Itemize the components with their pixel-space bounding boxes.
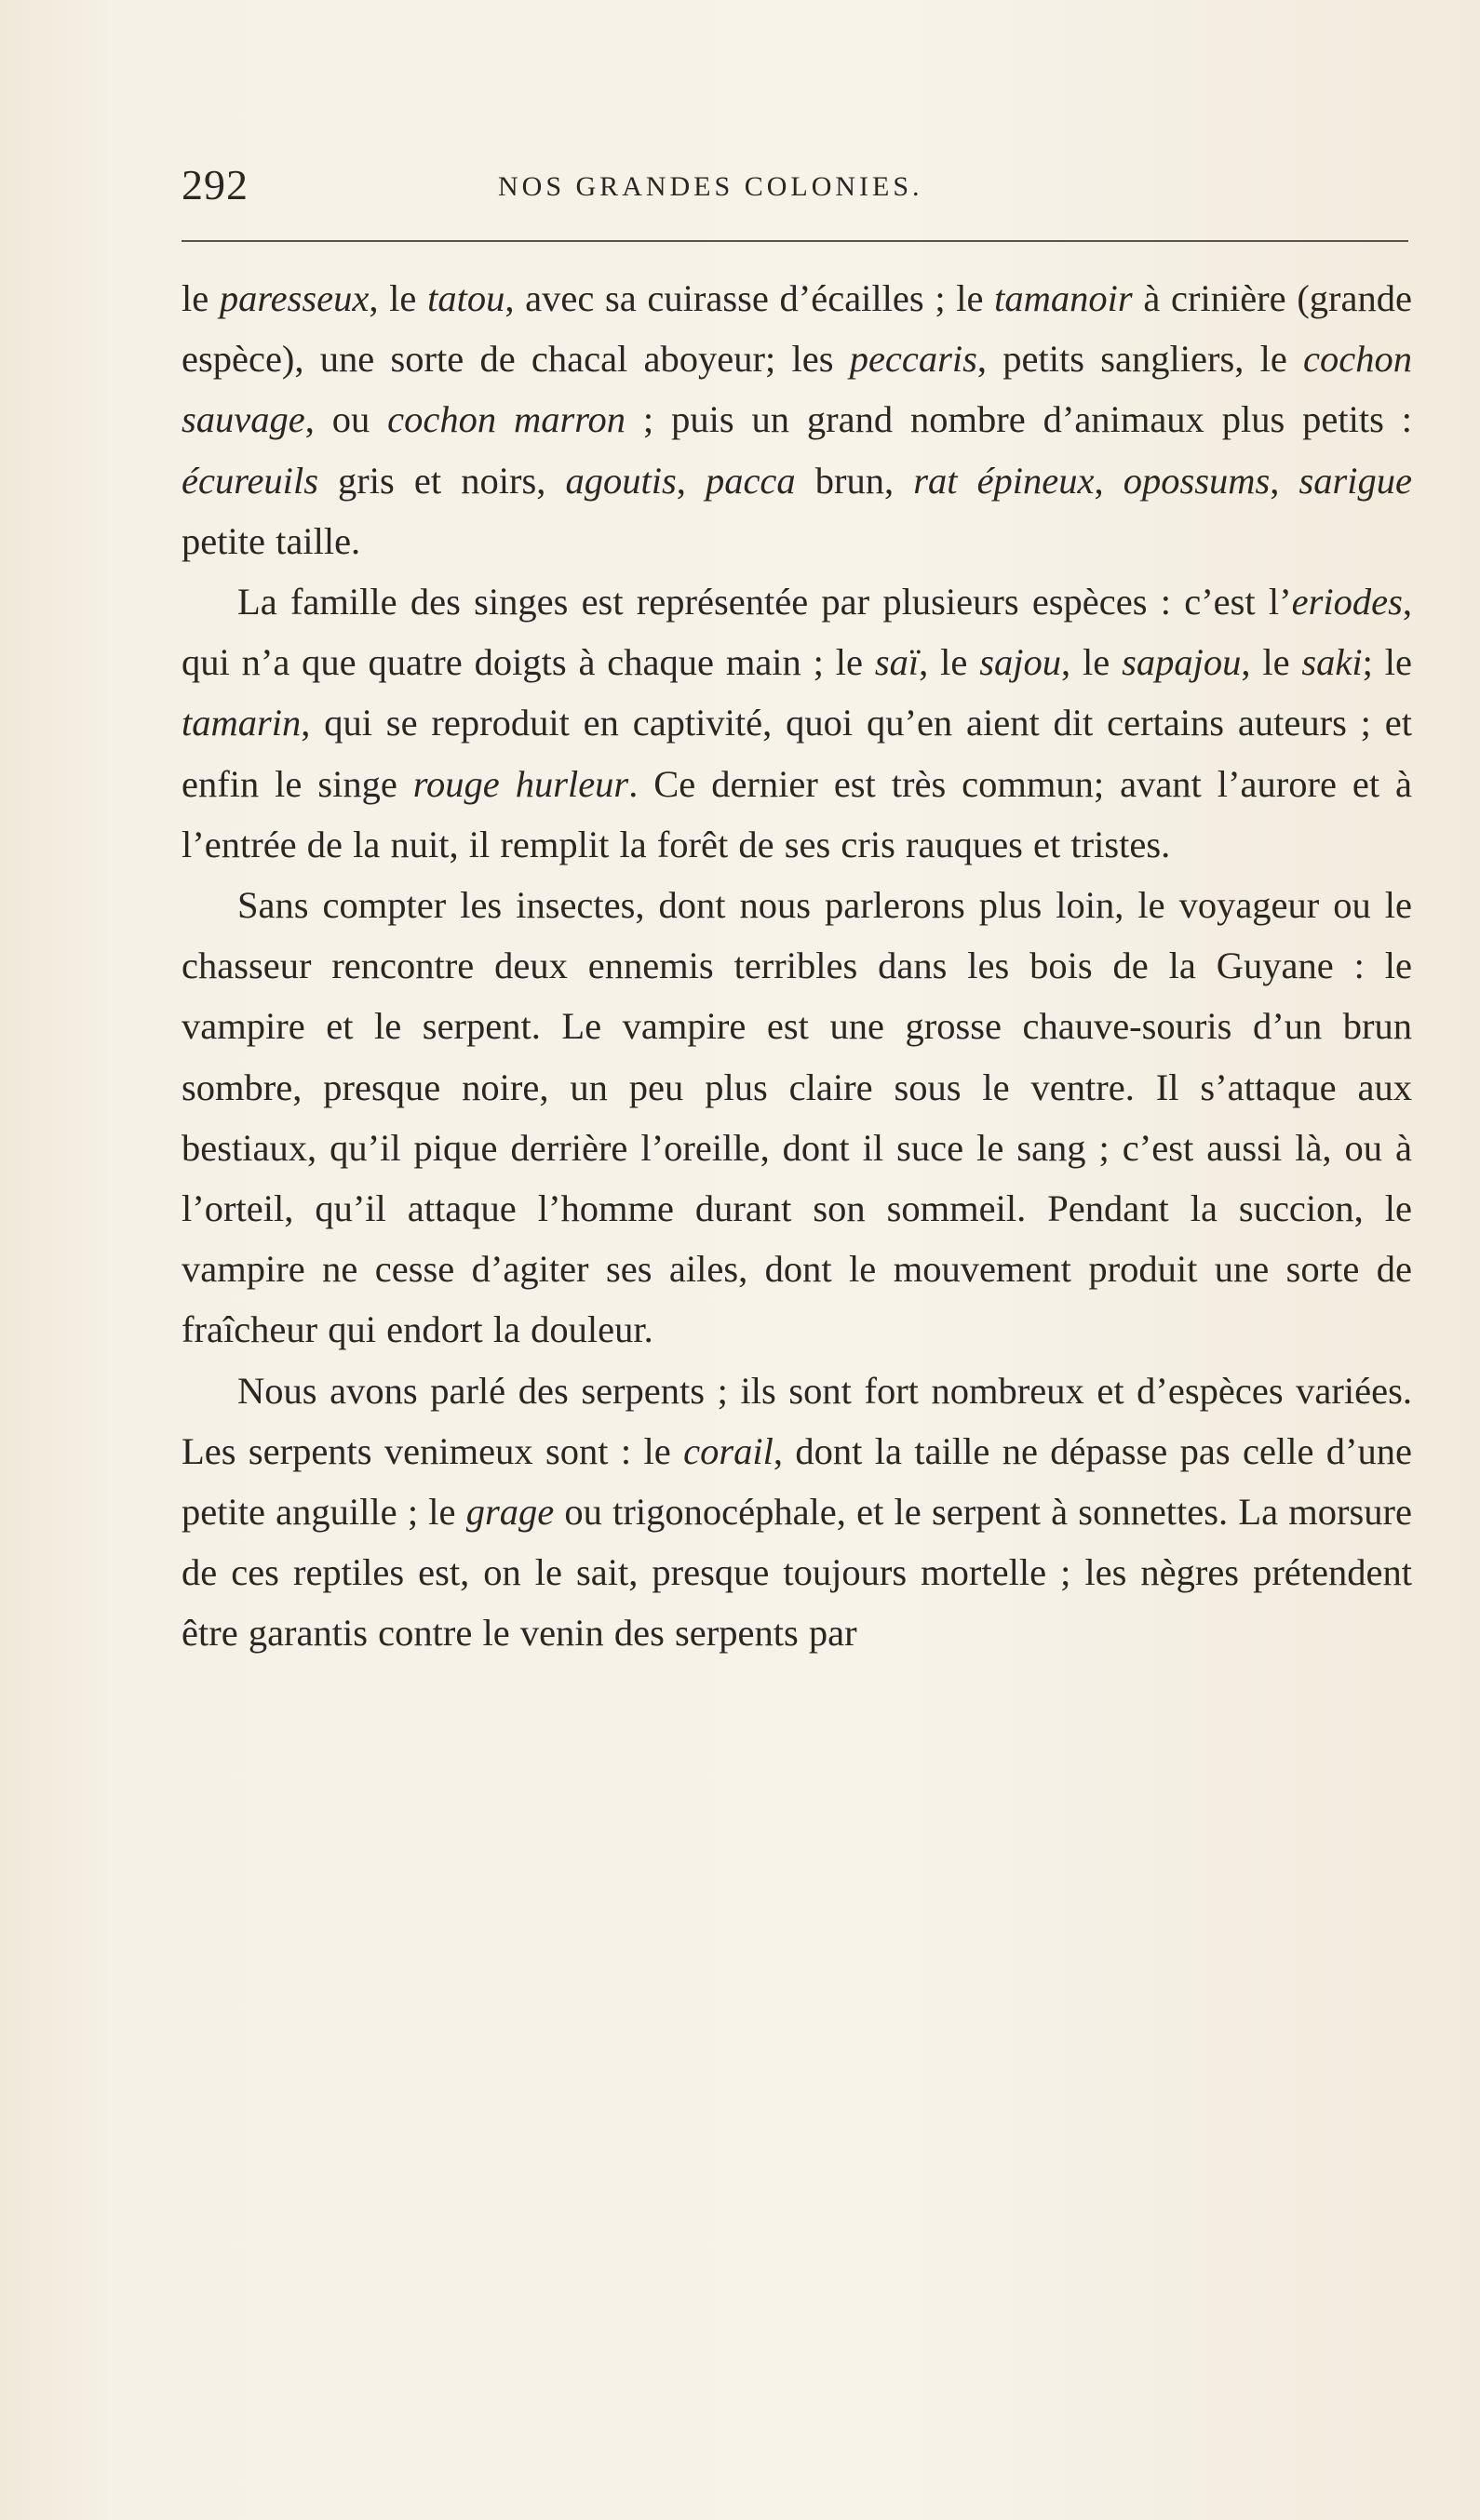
text-run: , qui n’a que quatre doigts à chaque main ; le <box>182 581 1412 684</box>
text-run: , qui se reproduit en captivité, quoi qu’en aient dit certains auteurs ; et enfin le singe <box>182 702 1412 805</box>
text-run: le <box>182 277 220 319</box>
text-run: , le <box>919 641 980 684</box>
italic-term: rat épineux <box>913 459 1095 502</box>
text-run: , le <box>1060 641 1123 684</box>
text-run: , petits sangliers, le <box>976 338 1304 381</box>
text-run: petite taille. <box>182 519 361 562</box>
italic-term: saï <box>874 641 920 684</box>
paragraph <box>182 268 1412 571</box>
italic-term: sarigue <box>1298 459 1413 502</box>
text-run: , le <box>369 277 428 319</box>
body-text <box>182 268 1412 1664</box>
italic-term: sapajou <box>1122 641 1242 684</box>
text-run: à crinière (grande espèce), une sorte de chacal aboyeur; les <box>182 277 1412 381</box>
italic-term: tamanoir <box>994 277 1133 319</box>
text-run: , le <box>1241 641 1302 684</box>
paragraph <box>182 1361 1412 1664</box>
page-number: 292 <box>182 161 249 208</box>
text-run: La famille des singes est représentée par plusieurs espèces : c’est l’ <box>237 581 1292 623</box>
italic-term: tatou <box>427 277 505 319</box>
italic-term: grage <box>465 1491 555 1534</box>
text-run: , avec sa cuirasse d’écailles ; le <box>505 277 995 319</box>
text-run: ou trigonocéphale, et le serpent à sonnettes. La morsure de ces reptiles est, on le sait, presque toujours mortelle ; les nègres prétendent être garantis contre le venin des serpents par <box>182 1491 1412 1655</box>
italic-term: peccaris <box>849 338 977 381</box>
italic-term: paresseux <box>219 277 370 319</box>
italic-term: écureuils <box>182 459 318 502</box>
paragraph <box>182 875 1412 1361</box>
text-run: . Ce dernier est très commun; avant l’aurore et à l’entrée de la nuit, il remplit la forêt de ses cris rauques et tristes. <box>182 762 1413 865</box>
text-run: , <box>676 459 706 502</box>
italic-term: tamarin <box>182 702 302 744</box>
italic-term: corail <box>683 1429 774 1472</box>
text-run: ; le <box>1362 641 1412 684</box>
paragraph <box>182 571 1412 875</box>
italic-term: sajou <box>979 641 1061 684</box>
text-run: Sans compter les insectes, dont nous parlerons plus loin, le voyageur ou le chasseur rencontre deux ennemis terribles dans les bois de la Guyane : le vampire et le serpent. Le vampire est une grosse chauve-souris d’un brun sombre, presque noire, un peu plus claire sous le ventre. Il s’attaque aux bestiaux, qu’il pique derrière l’oreille, dont il suce le sang ; c’est aussi là, ou à l’orteil, qu’il attaque l’homme durant son sommeil. Pendant la succion, le vampire ne cesse d’agiter ses ailes, dont le mouvement produit une sorte de fraîcheur qui endort la douleur. <box>182 884 1412 1351</box>
text-run: , ou <box>304 398 388 441</box>
italic-term: pacca <box>705 459 796 502</box>
text-run: , <box>1270 459 1299 502</box>
text-run: Nous avons parlé des serpents ; ils sont fort nombreux et d’espèces variées. Les serpents venimeux sont : le <box>182 1369 1412 1472</box>
italic-term: eriodes <box>1291 581 1403 623</box>
text-run: , <box>1094 459 1123 502</box>
text-run: brun, <box>795 459 914 502</box>
text-run: ; puis un grand nombre d’animaux plus petits : <box>626 398 1412 441</box>
text-run: gris et noirs, <box>317 459 566 502</box>
italic-term: saki <box>1301 641 1363 684</box>
italic-term: cochon sauvage <box>182 338 1412 441</box>
text-run: , dont la taille ne dépasse pas celle d’une petite anguille ; le <box>182 1429 1413 1534</box>
italic-term: agoutis <box>565 459 677 502</box>
italic-term: rouge hurleur <box>412 762 629 805</box>
header-rule <box>182 240 1408 242</box>
page-header <box>182 160 1412 216</box>
italic-term: opossums <box>1123 459 1271 502</box>
running-title: NOS GRANDES COLONIES. <box>498 171 923 202</box>
italic-term: cochon marron <box>387 398 626 441</box>
